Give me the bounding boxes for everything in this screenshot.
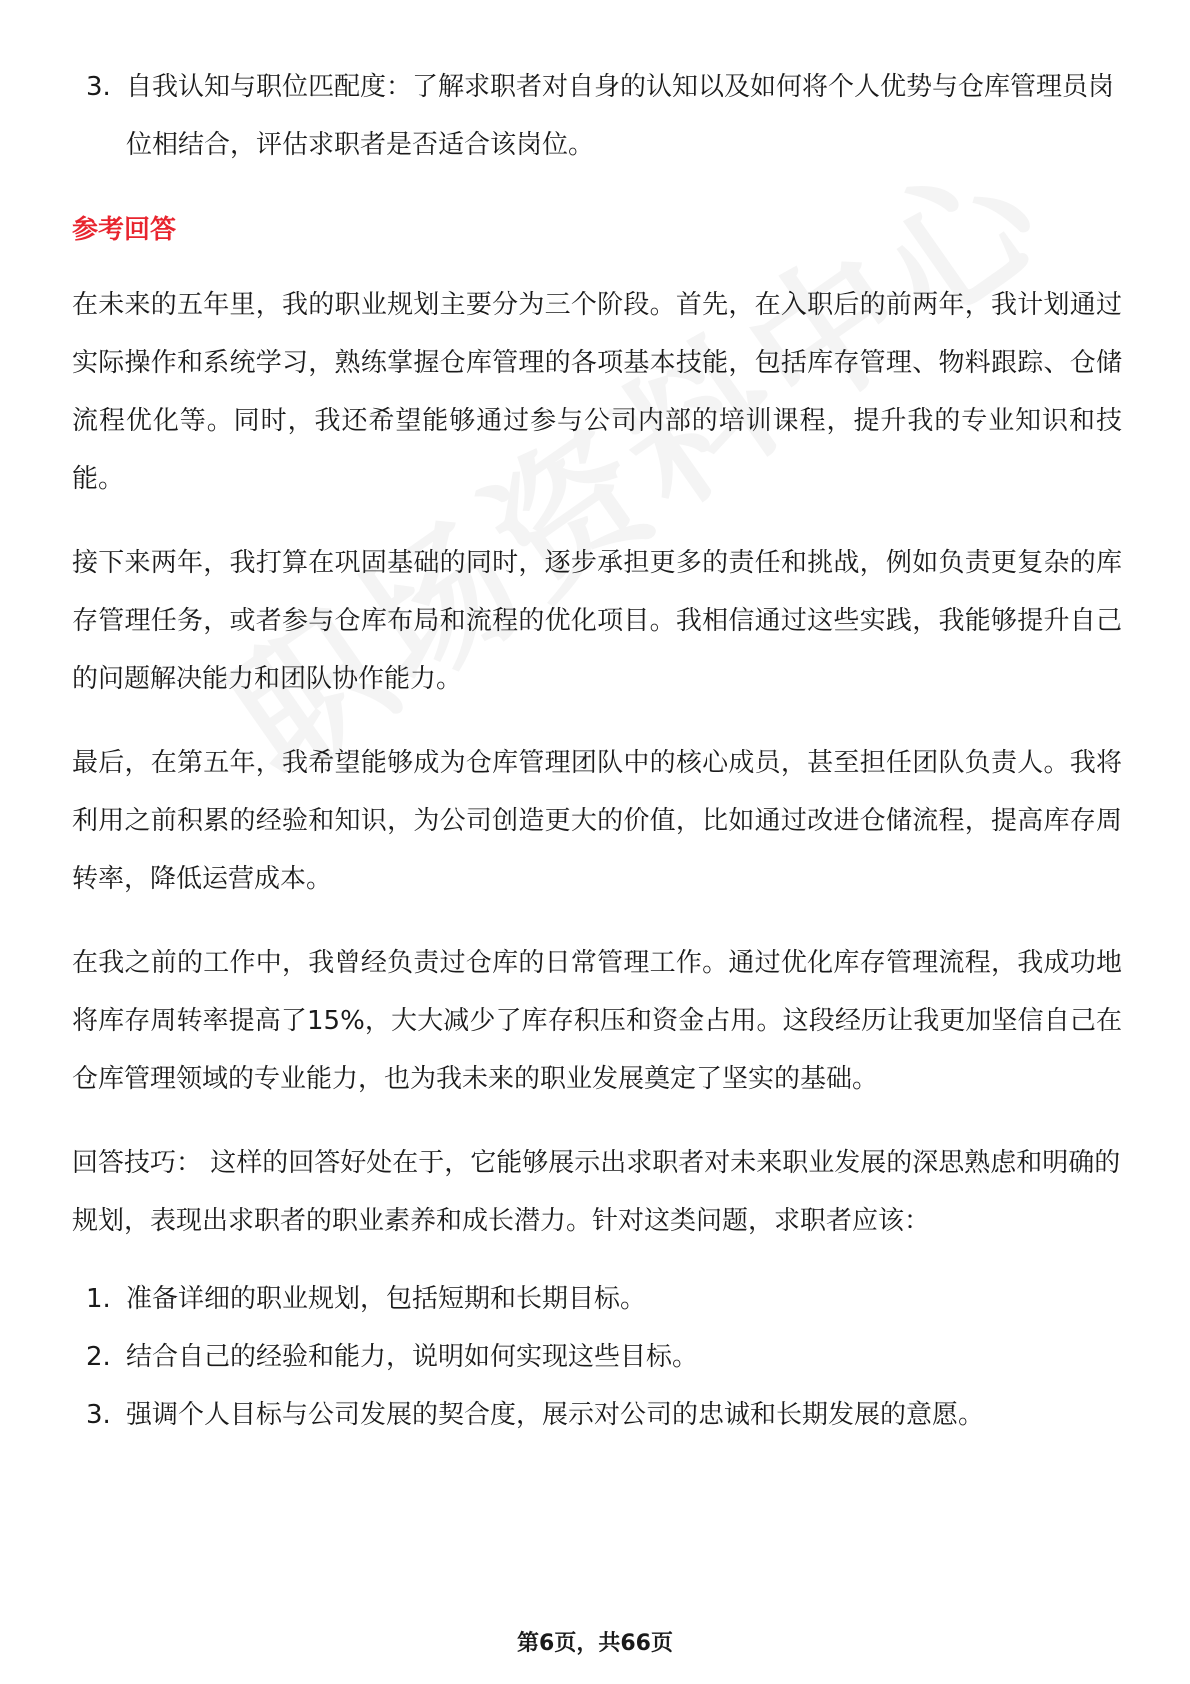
answer-paragraph-3: 最后，在第五年，我希望能够成为仓库管理团队中的核心成员，甚至担任团队负责人。我将利用之前积累的经验和知识，为公司创造更大的价值，比如通过改进仓储流程，提高库存周转率，降低运营成本。 <box>72 748 1122 894</box>
page-footer: 第6页，共66页 <box>517 1631 673 1656</box>
list-item <box>72 1386 1122 1444</box>
answer-heading: 参考回答 <box>72 215 177 245</box>
document-page <box>72 58 1122 1444</box>
list-item-text: 强调个人目标与公司发展的契合度，展示对公司的忠诚和长期发展的意愿。 <box>126 1400 985 1430</box>
list-item-number: 3. <box>86 72 111 102</box>
list-item-text: 自我认知与职位匹配度：了解求职者对自身的认知以及如何将个人优势与仓库管理员岗位相结合，评估求职者是否适合该岗位。 <box>126 72 1115 160</box>
answer-paragraph-1: 在未来的五年里，我的职业规划主要分为三个阶段。首先，在入职后的前两年，我计划通过实际操作和系统学习，熟练掌握仓库管理的各项基本技能，包括库存管理、物料跟踪、仓储流程优化等。同时，我还希望能够通过参与公司内部的培训课程，提升我的专业知识和技能。 <box>72 290 1122 494</box>
list-item <box>72 1328 1122 1386</box>
answer-paragraph-2: 接下来两年，我打算在巩固基础的同时，逐步承担更多的责任和挑战，例如负责更复杂的库存管理任务，或者参与仓库布局和流程的优化项目。我相信通过这些实践，我能够提升自己的问题解决能力和团队协作能力。 <box>72 548 1122 694</box>
list-item-text: 结合自己的经验和能力，说明如何实现这些目标。 <box>126 1342 699 1372</box>
list-item-number: 1. <box>86 1284 111 1314</box>
tips-paragraph: 回答技巧： 这样的回答好处在于，它能够展示出求职者对未来职业发展的深思熟虑和明确的规划，表现出求职者的职业素养和成长潜力。针对这类问题，求职者应该： <box>72 1148 1121 1236</box>
intro-list <box>72 58 1122 174</box>
list-item <box>72 1270 1122 1328</box>
list-item-number: 2. <box>86 1342 111 1372</box>
list-item-number: 3. <box>86 1400 111 1430</box>
list-item-text: 准备详细的职业规划，包括短期和长期目标。 <box>126 1284 647 1314</box>
list-item <box>72 58 1122 174</box>
tips-list <box>72 1270 1122 1444</box>
answer-paragraph-4: 在我之前的工作中，我曾经负责过仓库的日常管理工作。通过优化库存管理流程，我成功地将库存周转率提高了15%，大大减少了库存积压和资金占用。这段经历让我更加坚信自己在仓库管理领域的专业能力，也为我未来的职业发展奠定了坚实的基础。 <box>72 948 1122 1094</box>
